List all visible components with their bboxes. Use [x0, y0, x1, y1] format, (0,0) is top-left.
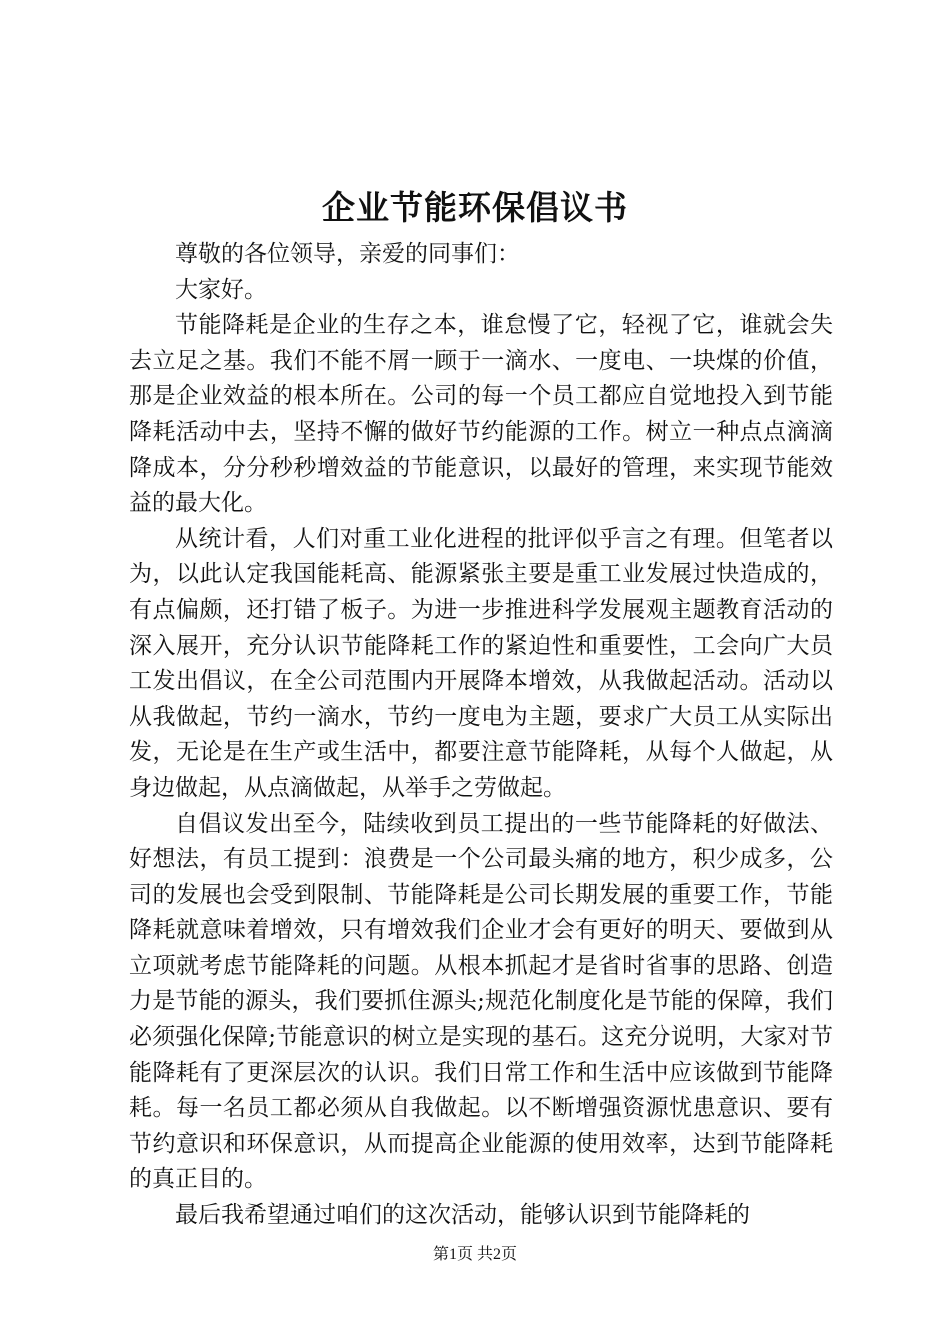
- body-paragraph: 自倡议发出至今，陆续收到员工提出的一些节能降耗的好做法、好想法，有员工提到：浪费是一个公司最头痛的地方，积少成多，公司的发展也会受到限制、节能降耗是公司长期发展的重要工作，节能降耗就意味着增效，只有增效我们企业才会有更好的明天、要做到从立项就考虑节能降耗的问题。从根本抓起才是省时省事的思路、创造力是节能的源头，我们要抓住源头;规范化制度化是节能的保障，我们必须强化保障;节能意识的树立是实现的基石。这充分说明，大家对节能降耗有了更深层次的认识。我们日常工作和生活中应该做到节能降耗。每一名员工都必须从自我做起。以不断增强资源忧患意识、要有节约意识和环保意识，从而提高企业能源的使用效率，达到节能降耗的真正目的。: [129, 810, 833, 1193]
- salutation: 尊敬的各位领导，亲爱的同事们：: [175, 241, 520, 267]
- page-footer: 第1页 共2页: [432, 1246, 517, 1263]
- document-title: 企业节能环保倡议书: [322, 188, 628, 227]
- greeting: 大家好。: [175, 276, 267, 303]
- document-body: [129, 237, 833, 1234]
- body-paragraph: 从统计看，人们对重工业化进程的批评似乎言之有理。但笔者以为，以此认定我国能耗高、能源紧张主要是重工业发展过快造成的，有点偏颇，还打错了板子。为进一步推进科学发展观主题教育活动的深入展开，充分认识节能降耗工作的紧迫性和重要性，工会向广大员工发出倡议，在全公司范围内开展降本增效，从我做起活动。活动以从我做起，节约一滴水，节约一度电为主题，要求广大员工从实际出发，无论是在生产或生活中，都要注意节能降耗，从每个人做起，从身边做起，从点滴做起，从举手之劳做起。: [129, 525, 833, 801]
- body-paragraph: 节能降耗是企业的生存之本，谁怠慢了它，轻视了它，谁就会失去立足之基。我们不能不屑一顾于一滴水、一度电、一块煤的价值，那是企业效益的根本所在。公司的每一个员工都应自觉地投入到节能降耗活动中去，坚持不懈的做好节约能源的工作。树立一种点点滴滴降成本，分分秒秒增效益的节能意识，以最好的管理，来实现节能效益的最大化。: [129, 312, 833, 517]
- body-paragraph: 最后我希望通过咱们的这次活动，能够认识到节能降耗的: [175, 1202, 750, 1229]
